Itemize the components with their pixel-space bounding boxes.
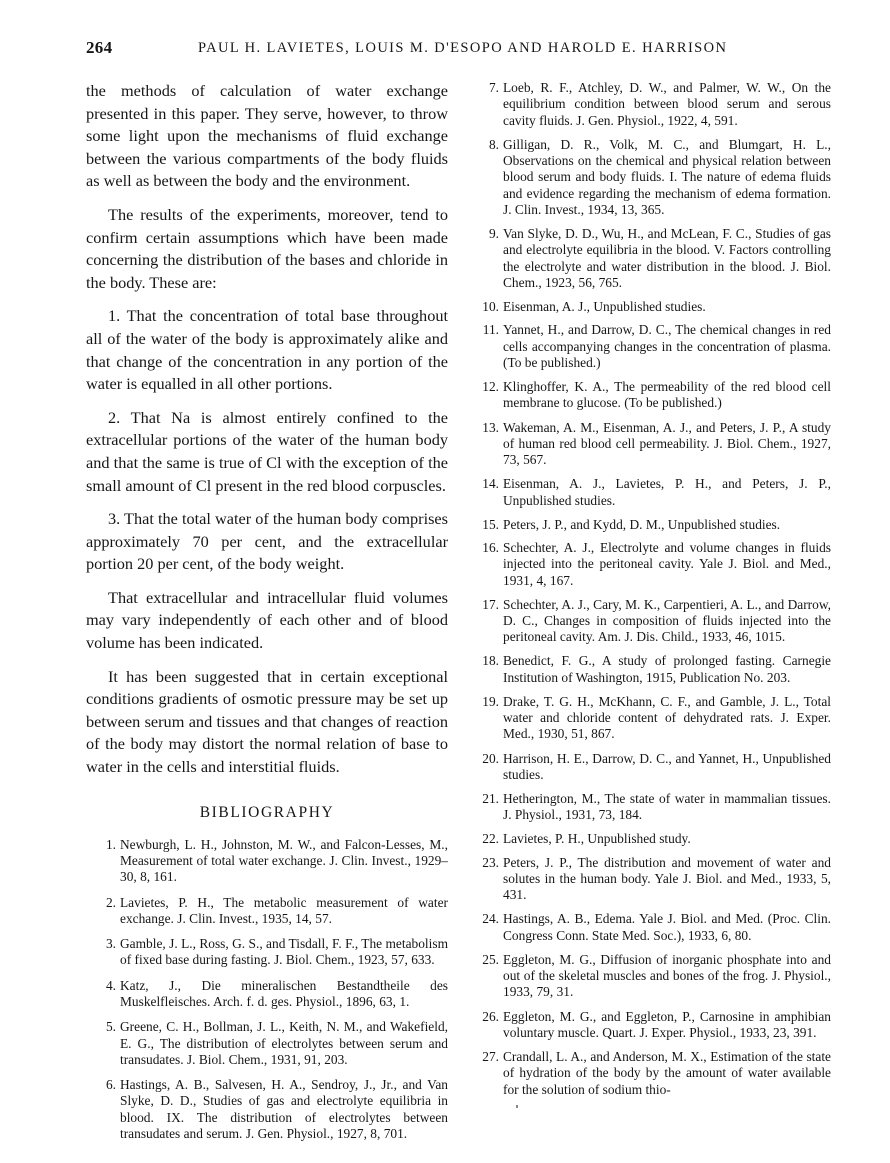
body-paragraph-5: 3. That the total water of the human body comprises approximately 70 per cent, and the extracellular portion 20 per cent, of the body weight. — [86, 509, 448, 574]
reference-4 — [86, 978, 448, 1011]
reference-12 — [469, 379, 831, 412]
reference-text: Eggleton, M. G., and Eggleton, P., Carnosine in amphibian voluntary muscle. Quart. J. Exper. Physiol., 1933, 23, 391. — [503, 1008, 831, 1040]
reference-22 — [469, 831, 831, 847]
reference-19 — [469, 694, 831, 743]
reference-text: Yannet, H., and Darrow, D. C., The chemical changes in red cells accompanying changes in the concentration of plasma. (To be published.) — [503, 322, 831, 371]
reference-number: 21. — [482, 790, 499, 806]
reference-text: Benedict, F. G., A study of prolonged fasting. Carnegie Institution of Washington, 1915, Publication No. 203. — [503, 653, 831, 685]
reference-18 — [469, 653, 831, 686]
reference-number: 20. — [482, 750, 499, 766]
reference-text: Harrison, H. E., Darrow, D. C., and Yannet, H., Unpublished studies. — [503, 750, 831, 782]
reference-number: 2. — [105, 894, 116, 910]
reference-11 — [469, 322, 831, 371]
reference-text: Gamble, J. L., Ross, G. S., and Tisdall, F. F., The metabolism of fixed base during fasting. J. Biol. Chem., 1923, 57, 633. — [120, 936, 448, 968]
reference-text: Eisenman, A. J., Unpublished studies. — [503, 298, 706, 314]
reference-text: Wakeman, A. M., Eisenman, A. J., and Peters, J. P., A study of human red blood cell permeability. J. Biol. Chem., 1927, 73, 567. — [503, 419, 831, 468]
reference-text: Schechter, A. J., Cary, M. K., Carpentieri, A. L., and Darrow, D. C., Changes in composition of fluids injected into the peritoneal cavity. Am. J. Dis. Child., 1933, 46, 1015. — [503, 596, 831, 645]
reference-10 — [469, 299, 831, 315]
reference-number: 24. — [482, 911, 499, 927]
reference-number: 27. — [482, 1048, 499, 1064]
left-column — [86, 80, 448, 1151]
reference-number: 3. — [105, 936, 116, 952]
reference-text: Gilligan, D. R., Volk, M. C., and Blumgart, H. L., Observations on the chemical and physical relation between blood serum and body fluids. I. The nature of edema fluids and evidence regarding the mechanism of edema formation. J. Clin. Invest., 1934, 13, 365. — [503, 136, 831, 217]
body-paragraph-2: The results of the experiments, moreover, tend to confirm certain assumptions which have been made concerning the distribution of the bases and chloride in the body. These are: — [86, 204, 448, 292]
reference-text: Crandall, L. A., and Anderson, M. X., Estimation of the state of hydration of the body by the amount of water available for the solution of sodium thio- — [503, 1048, 831, 1097]
reference-text: Newburgh, L. H., Johnston, M. W., and Falcon-Lesses, M., Measurement of total water exchange. J. Clin. Invest., 1929–30, 8, 161. — [120, 836, 448, 885]
page-header — [86, 38, 830, 62]
reference-text: Hastings, A. B., Edema. Yale J. Biol. and Med. (Proc. Clin. Congress Conn. State Med. Soc.), 1933, 6, 80. — [503, 911, 831, 943]
body-paragraph-3: 1. That the concentration of total base throughout all of the water of the body is approximately alike and that change of the concentration in any portion of the water is equalled in all other portions. — [86, 306, 448, 394]
reference-14 — [469, 476, 831, 509]
reference-17 — [469, 597, 831, 646]
reference-number: 6. — [105, 1077, 116, 1093]
reference-text: Katz, J., Die mineralischen Bestandtheile des Muskelfleisches. Arch. f. d. ges. Physiol., 1896, 63, 1. — [120, 977, 448, 1009]
reference-text: Klinghoffer, K. A., The permeability of the red blood cell membrane to glucose. (To be published.) — [503, 379, 831, 411]
reference-text: Eggleton, M. G., Diffusion of inorganic phosphate into and out of the skeletal muscles and bones of the frog. J. Physiol., 1933, 79, 31. — [503, 951, 831, 1000]
reference-text: Hastings, A. B., Salvesen, H. A., Sendroy, J., Jr., and Van Slyke, D. D., Studies of gas and electrolyte equilibria in blood. IX. The distribution of electrolytes between transudates and serum. J. Gen. Physiol., 1927, 8, 701. — [120, 1077, 448, 1142]
reference-8 — [469, 137, 831, 218]
reference-27 — [469, 1049, 831, 1098]
page-number: 264 — [86, 38, 113, 57]
running-head-authors: PAUL H. LAVIETES, LOUIS M. D'ESOPO AND HAROLD E. HARRISON — [198, 40, 728, 56]
reference-text: Loeb, R. F., Atchley, D. W., and Palmer, W. W., On the equilibrium condition between blood serum and serous cavity fluids. J. Gen. Physiol., 1922, 4, 591. — [503, 80, 831, 128]
reference-number: 11. — [482, 322, 499, 338]
reference-number: 14. — [482, 476, 499, 492]
reference-number: 22. — [482, 831, 499, 847]
reference-number: 23. — [482, 854, 499, 870]
reference-number: 4. — [105, 977, 116, 993]
reference-text: Schechter, A. J., Electrolyte and volume changes in fluids injected into the peritoneal cavity. Yale J. Biol. and Med., 1931, 4, 167. — [503, 540, 831, 588]
reference-number: 5. — [105, 1019, 116, 1035]
reference-7 — [469, 80, 831, 129]
reference-24 — [469, 911, 831, 944]
reference-23 — [469, 855, 831, 904]
reference-2 — [86, 895, 448, 928]
reference-text: Lavietes, P. H., Unpublished study. — [503, 831, 691, 847]
reference-text: Van Slyke, D. D., Wu, H., and McLean, F. C., Studies of gas and electrolyte equilibria in the blood. V. Factors controlling the electrolyte and water distribution in the blood. J. Biol. Chem., 1923, 56, 765. — [503, 225, 831, 290]
reference-number: 18. — [482, 653, 499, 669]
reference-number: 19. — [482, 693, 499, 709]
reference-text: Lavietes, P. H., The metabolic measurement of water exchange. J. Clin. Invest., 1935, 14, 57. — [120, 894, 448, 926]
reference-number: 9. — [488, 225, 499, 241]
reference-number: 25. — [482, 951, 499, 967]
reference-1 — [86, 837, 448, 886]
reference-number: 26. — [482, 1008, 499, 1024]
reference-text: Eisenman, A. J., Lavietes, P. H., and Peters, J. P., Unpublished studies. — [503, 476, 831, 508]
bibliography-heading: BIBLIOGRAPHY — [199, 803, 335, 821]
scan-speck — [516, 1105, 518, 1108]
reference-text: Drake, T. G. H., McKhann, C. F., and Gamble, J. L., Total water and chloride content of dehydrated rats. J. Exper. Med., 1930, 51, 867. — [503, 693, 831, 742]
reference-text: Peters, J. P., The distribution and movement of water and solutes in the human body. Yale J. Biol. and Med., 1933, 5, 431. — [503, 854, 831, 903]
body-paragraph-7: It has been suggested that in certain exceptional conditions gradients of osmotic pressure may be set up between serum and tissues and that changes of reaction of the body may distort the normal relation of base to water in the cells and interstitial fluids. — [86, 666, 448, 777]
reference-26 — [469, 1009, 831, 1042]
reference-number: 13. — [482, 419, 499, 435]
body-paragraph-1: the methods of calculation of water exchange presented in this paper. They serve, however, to throw some light upon the mechanisms of fluid exchange between the various compartments of the body fluids as well as between the body and the environment. — [86, 81, 448, 191]
reference-15 — [469, 517, 831, 533]
reference-16 — [469, 540, 831, 589]
reference-number: 12. — [482, 379, 499, 395]
reference-number: 7. — [488, 80, 499, 95]
body-paragraph-4: 2. That Na is almost entirely confined to the extracellular portions of the water of the human body and that the same is true of Cl with the exception of the small amount of Cl present in the red blood corpuscles. — [86, 407, 448, 495]
body-paragraph-6: That extracellular and intracellular fluid volumes may vary independently of each other and of blood volume has been indicated. — [86, 587, 448, 653]
reference-25 — [469, 952, 831, 1001]
reference-text: Greene, C. H., Bollman, J. L., Keith, N. M., and Wakefield, E. G., The distribution of electrolytes between serum and transudates. J. Biol. Chem., 1931, 91, 203. — [120, 1019, 448, 1067]
reference-number: 1. — [105, 836, 116, 852]
reference-5 — [86, 1019, 448, 1068]
reference-20 — [469, 751, 831, 784]
reference-number: 10. — [482, 298, 499, 314]
reference-text: Peters, J. P., and Kydd, D. M., Unpublished studies. — [503, 516, 781, 532]
reference-13 — [469, 420, 831, 469]
right-column — [469, 80, 831, 1106]
reference-text: Hetherington, M., The state of water in mammalian tissues. J. Physiol., 1931, 73, 184. — [503, 790, 831, 823]
reference-number: 16. — [482, 540, 499, 556]
reference-21 — [469, 791, 831, 824]
reference-6 — [86, 1077, 448, 1142]
reference-number: 8. — [488, 136, 499, 152]
reference-number: 15. — [482, 516, 499, 532]
reference-3 — [86, 936, 448, 969]
reference-number: 17. — [482, 596, 499, 612]
reference-9 — [469, 226, 831, 291]
